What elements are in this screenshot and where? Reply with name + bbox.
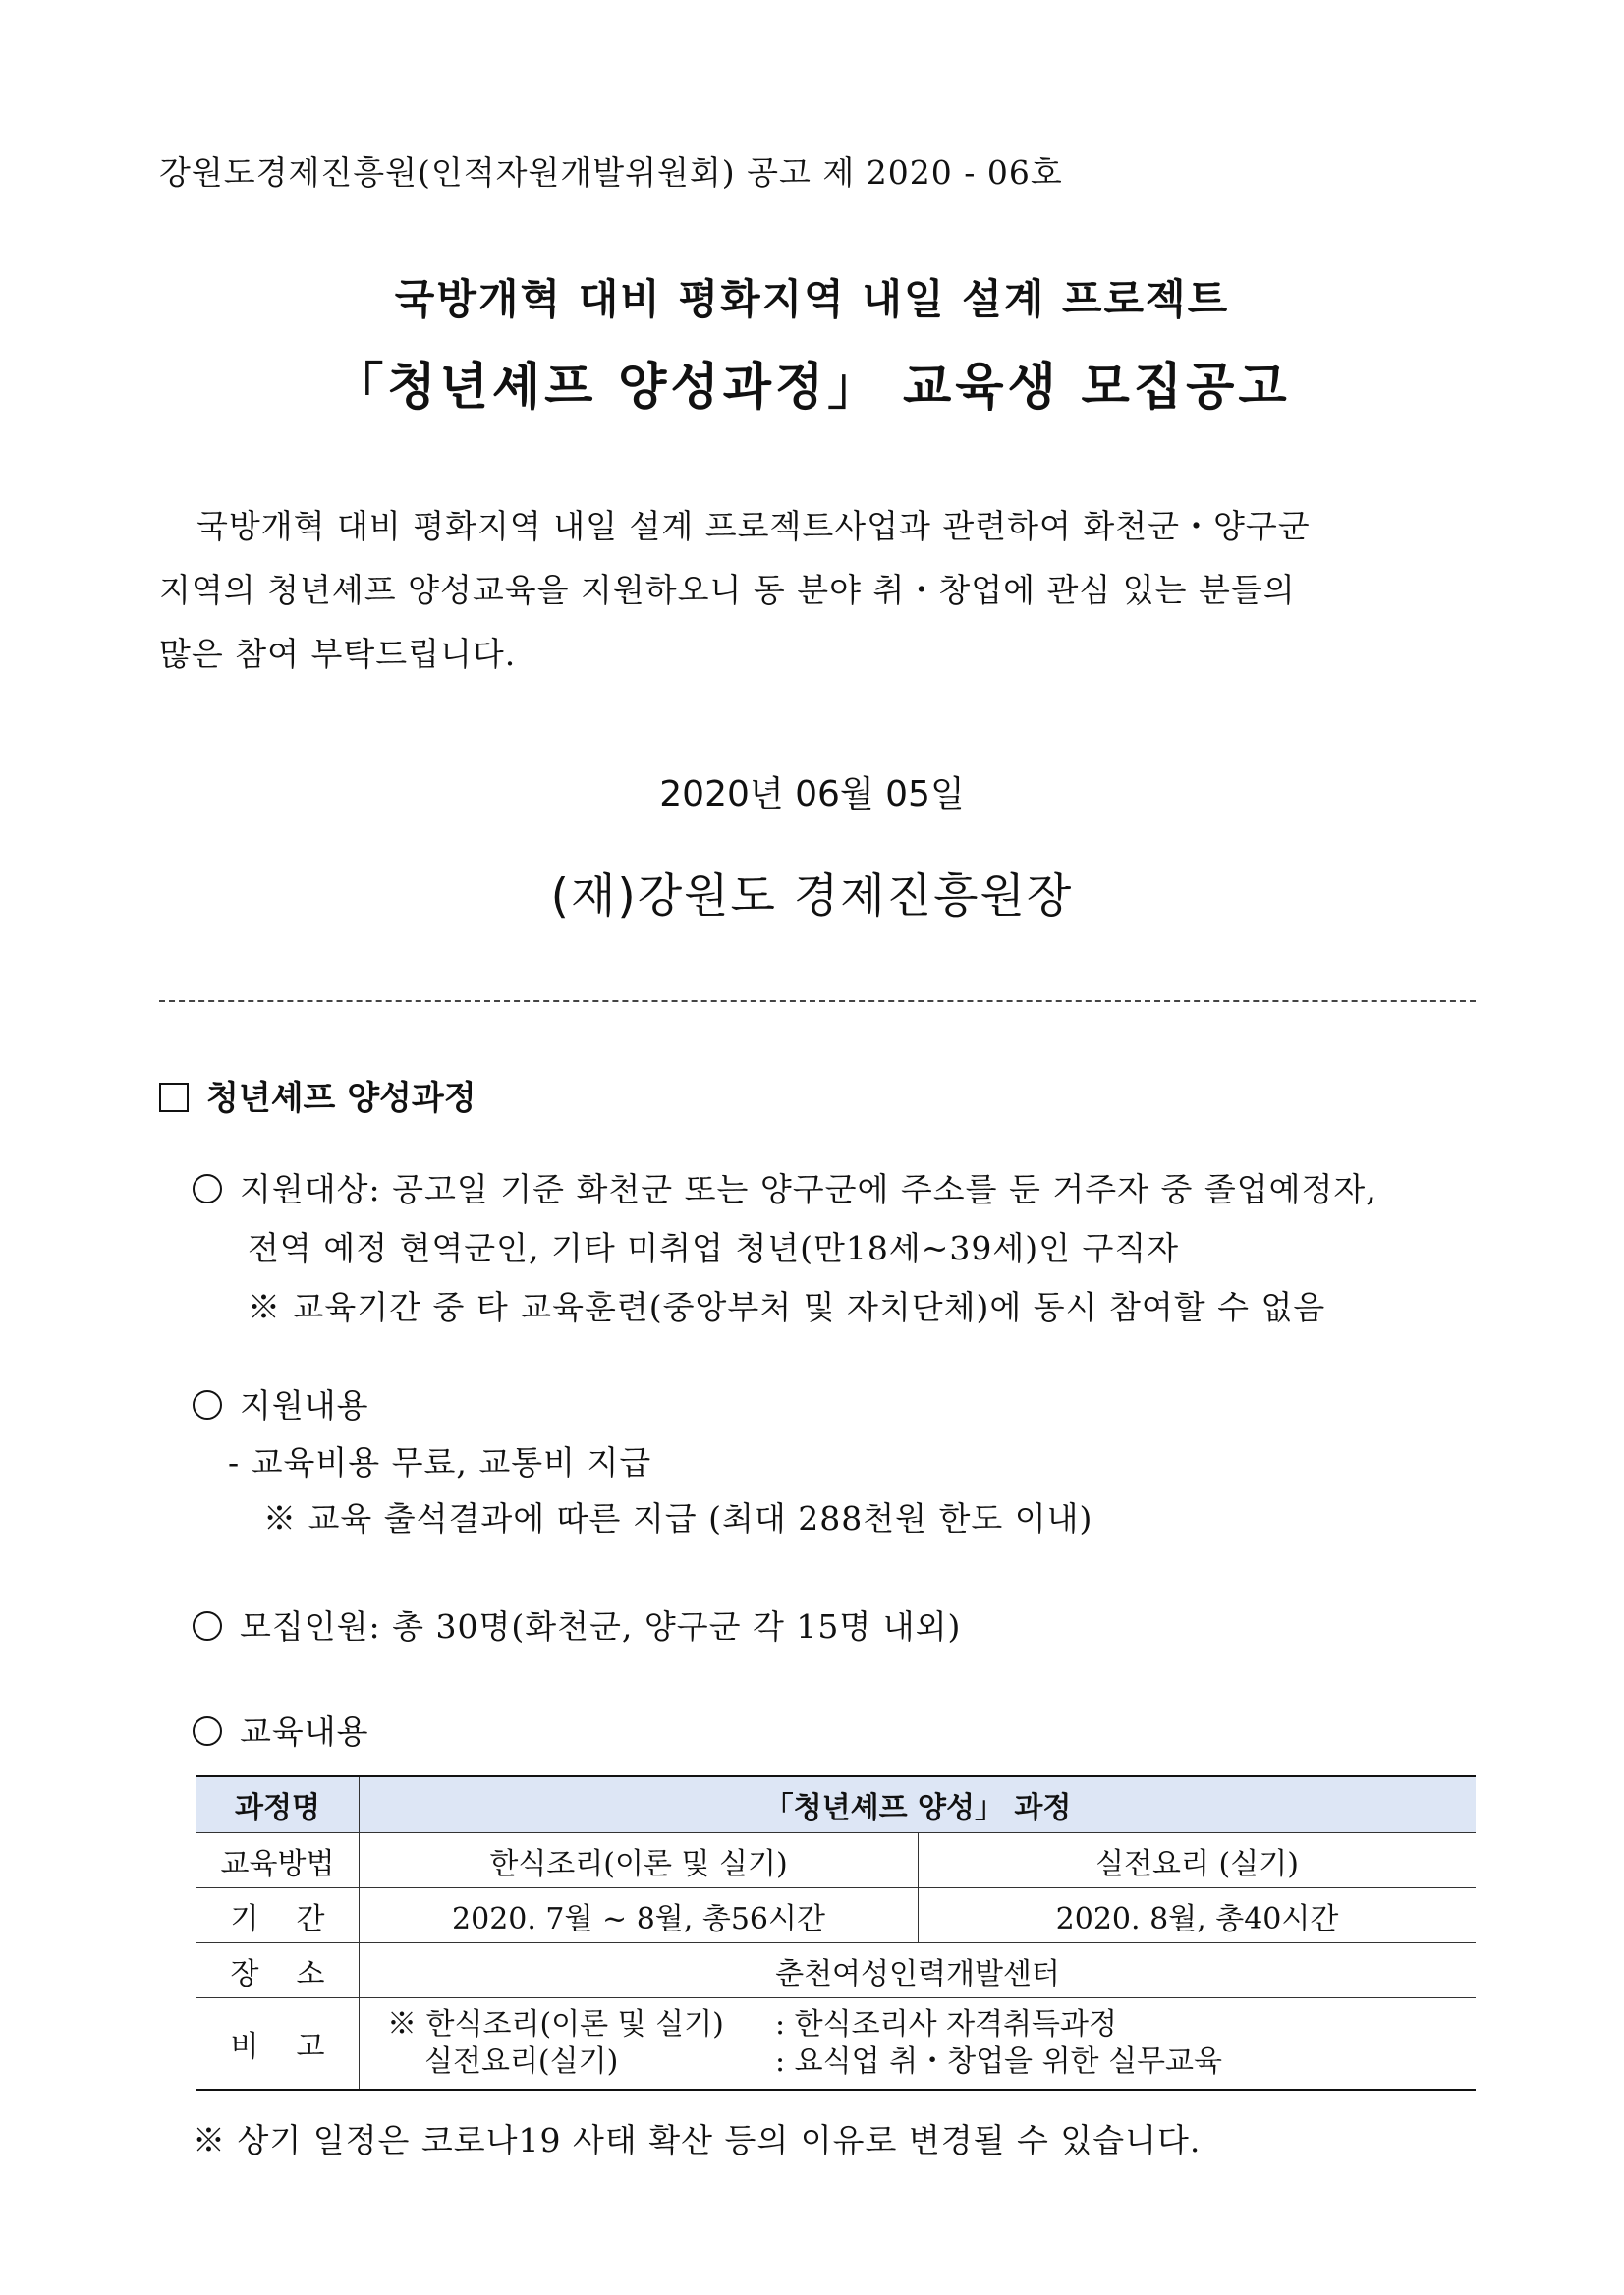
- intro-line-1: 국방개혁 대비 평화지역 내일 설계 프로젝트사업과 관련하여 화천군・양구군: [196, 507, 1311, 545]
- target-note: ※ 교육기간 중 타 교육훈련(중앙부처 및 자치단체)에 동시 참여할 수 없음: [248, 1288, 1326, 1326]
- support-detail: - 교육비용 무료, 교통비 지급: [228, 1443, 652, 1482]
- circle-bullet-icon: [193, 1390, 222, 1420]
- table-header-value: 「청년셰프 양성」 과정: [360, 1776, 1477, 1833]
- title-line-1: 국방개혁 대비 평화지역 내일 설계 프로젝트: [394, 275, 1230, 323]
- table-row: [196, 1998, 1476, 2091]
- target-text: 지원대상: 공고일 기준 화천군 또는 양구군에 주소를 둔 거주자 중 졸업예정자,: [240, 1170, 1377, 1208]
- period-label: 기 간: [196, 1888, 360, 1943]
- remark-line-2: [387, 2043, 1476, 2081]
- remark-cell: [360, 1998, 1477, 2091]
- support-note: ※ 교육 출석결과에 따른 지급 (최대 288천원 한도 이내): [263, 1499, 1093, 1538]
- support-item: [193, 1380, 369, 1427]
- notice-date: 2020년 06월 05일: [659, 774, 965, 814]
- table-header-label: 과정명: [196, 1776, 360, 1833]
- dashed-divider: [159, 1000, 1476, 1002]
- table-row: [196, 1776, 1476, 1833]
- method-cell-2: 실전요리 (실기): [919, 1833, 1477, 1888]
- period-cell-1: 2020. 7월 ~ 8월, 총56시간: [360, 1888, 919, 1943]
- method-label: 교육방법: [196, 1833, 360, 1888]
- remark-line-1: [387, 2006, 1476, 2043]
- circle-bullet-icon: [193, 1174, 222, 1203]
- target-item: [193, 1164, 1377, 1210]
- schedule-footnote: ※ 상기 일정은 코로나19 사태 확산 등의 이유로 변경될 수 있습니다.: [193, 2121, 1202, 2159]
- method-cell-1: 한식조리(이론 및 실기): [360, 1833, 919, 1888]
- section-heading: [159, 1071, 476, 1119]
- square-bullet-icon: [159, 1083, 189, 1112]
- intro-line-2: 지역의 청년셰프 양성교육을 지원하오니 동 분야 취・창업에 관심 있는 분들의: [159, 571, 1296, 609]
- table-row: [196, 1888, 1476, 1943]
- title-line-2: 「청년셰프 양성과정」 교육생 모집공고: [333, 359, 1291, 417]
- section-heading-text: 청년셰프 양성과정: [206, 1079, 476, 1118]
- place-label: 장 소: [196, 1943, 360, 1998]
- place-cell: 춘천여성인력개발센터: [360, 1943, 1477, 1998]
- table-row: [196, 1943, 1476, 1998]
- remark-label: 비 고: [196, 1998, 360, 2091]
- support-title-text: 지원내용: [240, 1386, 369, 1425]
- course-table: [196, 1775, 1476, 2091]
- remark-1-value: : 한식조리사 자격취득과정: [775, 2007, 1117, 2042]
- education-item: [193, 1707, 369, 1753]
- recruit-item: [193, 1601, 961, 1648]
- recruit-text: 모집인원: 총 30명(화천군, 양구군 각 15명 내외): [240, 1607, 962, 1646]
- target-continuation: 전역 예정 현역군인, 기타 미취업 청년(만18세~39세)인 구직자: [248, 1229, 1180, 1267]
- circle-bullet-icon: [193, 1716, 222, 1746]
- issuer-name: (재)강원도 경제진흥원장: [550, 869, 1074, 924]
- remark-1-key: ※ 한식조리(이론 및 실기): [387, 2007, 724, 2042]
- remark-2-key: 실전요리(실기): [424, 2044, 619, 2079]
- education-title-text: 교육내용: [240, 1712, 369, 1751]
- table-row: [196, 1833, 1476, 1888]
- circle-bullet-icon: [193, 1611, 222, 1641]
- period-cell-2: 2020. 8월, 총40시간: [919, 1888, 1477, 1943]
- remark-2-value: : 요식업 취・창업을 위한 실무교육: [775, 2044, 1222, 2079]
- intro-line-3: 많은 참여 부탁드립니다.: [159, 635, 517, 673]
- notice-number: 강원도경제진흥원(인적자원개발위원회) 공고 제 2020 - 06호: [159, 153, 1063, 192]
